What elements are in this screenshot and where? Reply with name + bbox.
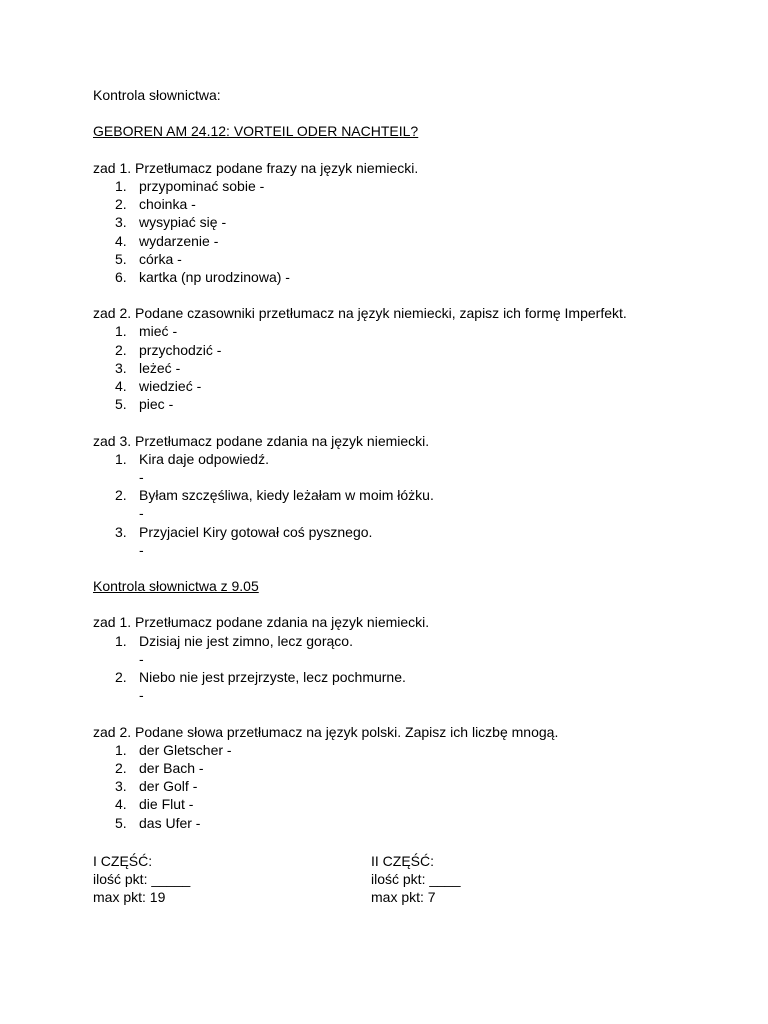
item-text: piec - [139,396,174,413]
title-2: Kontrola słownictwa z 9.05 [93,578,259,595]
item-text: córka - [139,250,182,267]
item-number: 5. [115,814,127,831]
item-number: 3. [115,214,127,231]
item-text: die Flut - [139,796,194,813]
item-number: 1. [115,323,127,340]
item-number: 6. [115,268,127,285]
item-text: przychodzić - [139,341,222,358]
item-text: wiedzieć - [139,378,202,394]
item-number: 2. [115,669,127,685]
answer-dash: - [139,468,144,485]
list-item [93,268,733,286]
points-field: ilość pkt: ____ [371,871,461,888]
list-item [93,341,733,359]
item-number: 4. [115,232,127,249]
item-number: 2. [115,759,127,776]
max-points: max pkt: 19 [93,889,166,906]
item-number: 1. [115,741,127,758]
list-item [93,795,733,813]
item-text: leżeć - [139,359,181,376]
score-part-1 [93,852,353,907]
list-item [93,632,733,650]
list-item [93,814,733,832]
item-number: 4. [115,796,127,813]
list-item [93,359,733,377]
list-item [93,777,733,795]
item-text: Byłam szczęśliwa, kiedy leżałam w moim łóżku. [139,487,434,504]
document-body [93,86,733,832]
item-text: przypominać sobie - [139,177,265,194]
task-label: zad 3. Przetłumacz podane zdania na język niemiecki. [93,432,430,449]
item-text: choinka - [139,196,196,213]
item-text: Przyjaciel Kiry gotował coś pysznego. [139,523,373,540]
item-number: 3. [115,778,127,795]
list-item [93,395,733,413]
item-number: 5. [115,396,127,413]
part-label: I CZĘŚĆ: [93,853,153,869]
answer-dash: - [139,687,144,704]
heading: Kontrola słownictwa: [93,87,221,103]
item-text: der Bach - [139,759,204,776]
list-item [93,195,733,213]
answer-dash: - [139,650,144,667]
item-text: Niebo nie jest przejrzyste, lecz pochmurne. [139,669,406,685]
list-item [93,377,733,395]
task-label: zad 2. Podane słowa przetłumacz na język polski. Zapisz ich liczbę mnogą. [93,723,559,740]
list-item [93,668,733,686]
item-text: das Ufer - [139,814,201,831]
item-number: 5. [115,250,127,267]
item-text: der Gletscher - [139,741,232,758]
item-text: kartka (np urodzinowa) - [139,268,290,285]
item-number: 1. [115,450,127,467]
list-item [93,322,733,340]
item-number: 1. [115,632,127,649]
task-label: zad 1. Przetłumacz podane zdania na język niemiecki. [93,614,430,631]
item-number: 2. [115,341,127,358]
points-field: ilość pkt: _____ [93,871,191,888]
part-label: II CZĘŚĆ: [371,853,435,869]
list-item [93,759,733,777]
list-item [93,232,733,250]
score-part-2 [371,852,631,907]
list-item [93,523,733,541]
item-text: der Golf - [139,778,198,795]
item-text: mieć - [139,323,178,340]
item-text: wydarzenie - [139,232,219,249]
item-number: 3. [115,523,127,540]
list-item [93,177,733,195]
item-text: Kira daje odpowiedź. [139,450,269,467]
item-number: 3. [115,359,127,376]
item-text: Dzisiaj nie jest zimno, lecz gorąco. [139,632,353,649]
list-item [93,450,733,468]
answer-dash: - [139,541,144,558]
max-points: max pkt: 7 [371,889,436,906]
item-text: wysypiać się - [139,214,227,231]
task-label: zad 2. Podane czasowniki przetłumacz na język niemiecki, zapisz ich formę Imperfekt. [93,305,627,322]
list-item [93,213,733,231]
list-item [93,741,733,759]
item-number: 2. [115,487,127,504]
task-label: zad 1. Przetłumacz podane frazy na język niemiecki. [93,159,419,176]
list-item [93,250,733,268]
item-number: 2. [115,196,127,213]
item-number: 1. [115,177,127,194]
item-number: 4. [115,378,127,394]
answer-dash: - [139,505,144,522]
list-item [93,486,733,504]
title-1: GEBOREN AM 24.12: VORTEIL ODER NACHTEIL? [93,123,419,140]
